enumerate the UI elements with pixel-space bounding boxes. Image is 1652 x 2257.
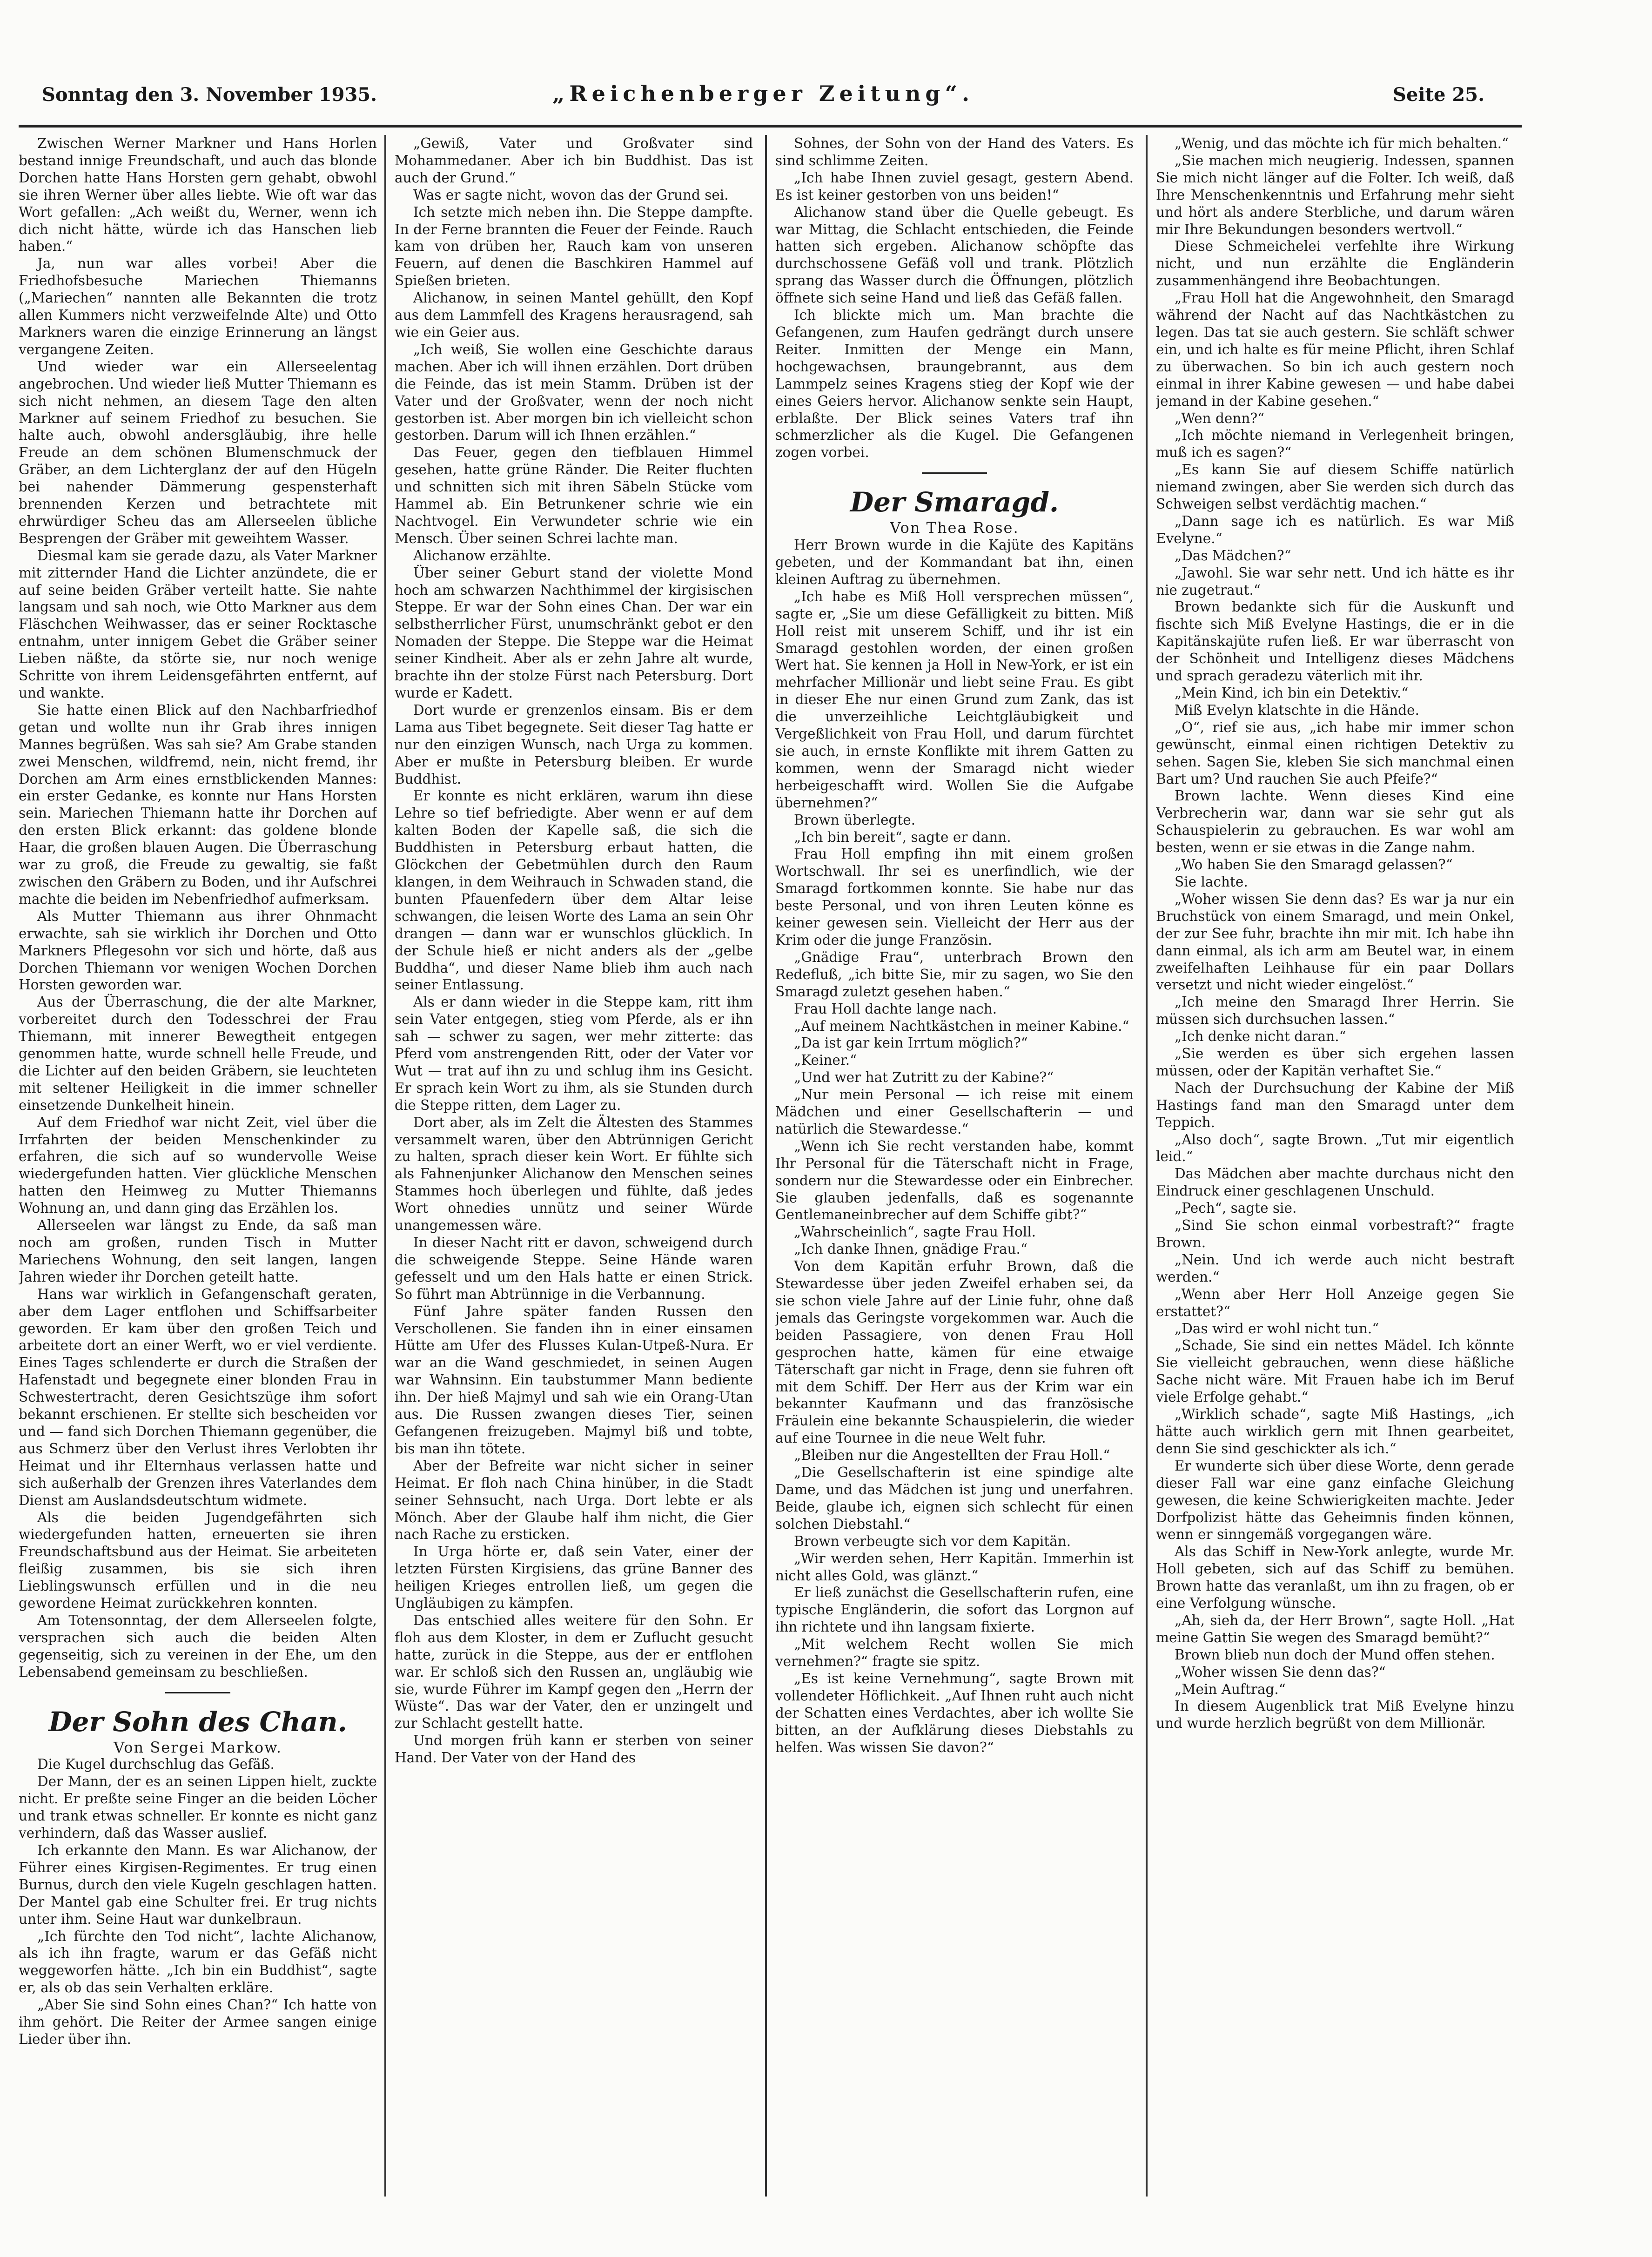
paragraph: Als die beiden Jugendgefährten sich wiedergefunden hatten, erneuerten sie ihren Freundschaftsbund aus der Heimat. Sie arbeiteten fleißig zusammen, bis sie sich ihren Lieblingswunsch erfüllen und in die neu gewordene Heimat zurückkehren konnten.: [19, 1509, 377, 1612]
paragraph: Und morgen früh kann er sterben von seiner Hand. Der Vater von der Hand des: [395, 1733, 753, 1766]
paragraph: Aus der Überraschung, die der alte Markner, vorbereitet durch den Todesschrei der Frau Thiemann, mit innerer Bewegtheit entgegen genommen hatte, wurde schnell helle Freude, und die Lichter auf den beiden Gräbern, sie leuchteten mit seltener Heiligkeit in die immer schneller einsetzende Dunkelheit hinein.: [19, 994, 377, 1113]
paragraph: „Woher wissen Sie denn das? Es war ja nur ein Bruchstück von einem Smaragd, und mein Onkel, der zur See fuhr, brachte ihn mir mit. Ich habe ihn dann einmal, als ich arm am Beutel war, in einem zweifelhaften Leihhause für ein paar Dollars versetzt und nicht wieder eingelöst.“: [1156, 891, 1514, 993]
paragraph: Dort aber, als im Zelt die Ältesten des Stammes versammelt waren, über den Abtrünnigen Gericht zu halten, sprach dieser kein Wort. Er fühlte sich als Fahnenjunker Alichanow den Menschen seines Stammes hoch überlegen und fühlte, daß jedes Wort ohnedies unnütz und seiner Würde unangemessen wäre.: [395, 1114, 753, 1234]
paragraph: „Aber Sie sind Sohn eines Chan?“ Ich hatte von ihm gehört. Die Reiter der Armee sangen einige Lieder über ihn.: [19, 1997, 377, 2047]
paragraph: „Mit welchem Recht wollen Sie mich vernehmen?“ fragte sie spitz.: [775, 1636, 1134, 1670]
paragraph: Der Mann, der es an seinen Lippen hielt, zuckte nicht. Er preßte seine Finger an die beiden Löcher und trank etwas schneller. Er konnte es nicht ganz verhindern, daß das Wasser auslief.: [19, 1773, 377, 1841]
paragraph: Frau Holl empfing ihn mit einem großen Wortschwall. Ihr sei es unerfindlich, wie der Smaragd fortkommen konnte. Sie habe nur das beste Personal, und von ihren Leuten könne es keiner gewesen sein. Vielleicht der Herr aus der Krim oder die junge Französin.: [775, 846, 1134, 948]
story-1-body: [19, 135, 377, 1681]
paragraph: „Woher wissen Sie denn das?“: [1175, 1664, 1386, 1680]
paragraph: „Wenn aber Herr Holl Anzeige gegen Sie erstattet?“: [1156, 1286, 1514, 1319]
paragraph: „Pech“, sagte sie.: [1175, 1200, 1297, 1216]
paragraph: „Schade, Sie sind ein nettes Mädel. Ich könnte Sie vielleicht gebrauchen, wenn diese häßliche Sache nicht wäre. Mit Frauen habe ich im Beruf viele Erfolge gehabt.“: [1156, 1337, 1514, 1405]
paragraph: Frau Holl dachte lange nach.: [794, 1001, 997, 1017]
paragraph: „Ich danke Ihnen, gnädige Frau.“: [794, 1241, 1028, 1257]
paragraph: Das entschied alles weitere für den Sohn. Er floh aus dem Kloster, in dem er Zuflucht gesucht hatte, zurück in die Steppe, aus der er entflohen war. Er schloß sich den Russen an, ungläubig wie sie, wurde Führer im Kampf gegen den „Herrn der Wüste“. Das war der Vater, den er unzingelt und zur Schlacht gestellt hatte.: [395, 1612, 753, 1732]
paragraph: „Wenig, und das möchte ich für mich behalten.“: [1175, 135, 1509, 151]
column-divider: [765, 135, 767, 2197]
paragraph: Herr Brown wurde in die Kajüte des Kapitäns gebeten, und der Kommandant bat ihn, einen kleinen Auftrag zu übernehmen.: [775, 537, 1134, 587]
paragraph: Aber der Befreite war nicht sicher in seiner Heimat. Er floh nach China hinüber, in die Stadt seiner Sehnsucht, nach Urga. Dort lebte er als Mönch. Aber der Glaube half ihm nicht, die Gier nach Rache zu ersticken.: [395, 1458, 753, 1543]
page-header: [42, 79, 1484, 121]
paragraph: Brown lachte. Wenn dieses Kind eine Verbrecherin war, dann war sie sehr gut als Schauspielerin zu gebrauchen. Es war wohl am besten, wenn er sie etwas in die Zange nahm.: [1156, 788, 1514, 856]
paragraph: Nach der Durchsuchung der Kabine der Miß Hastings fand man den Smaragd unter dem Teppich.: [1156, 1080, 1514, 1130]
paragraph: Diese Schmeichelei verfehlte ihre Wirkung nicht, und nun erzählte die Engländerin zusammenhängend ihre Beobachtungen.: [1156, 238, 1514, 289]
paragraph: Die Kugel durchschlug das Gefäß.: [37, 1756, 275, 1773]
paragraph: „Bleiben nur die Angestellten der Frau Holl.“: [794, 1447, 1110, 1464]
paragraph: Miß Evelyn klatschte in die Hände.: [1175, 702, 1419, 718]
paragraph: „Wahrscheinlich“, sagte Frau Holl.: [794, 1224, 1036, 1240]
paragraph: Von dem Kapitän erfuhr Brown, daß die Stewardesse über jeden Zweifel erhaben sei, da sie schon viele Jahre auf der Linie fuhr, ohne daß jemals das Geringste vorgekommen war. Auch die beiden Passagiere, von denen Frau Holl gesprochen hatte, kämen für eine etwaige Täterschaft gar nicht in Frage, denn sie fuhren oft mit dem Schiff. Der Herr aus der Krim war ein bekannter Kaufmann und das französische Fräulein eine bekannte Schauspielerin, die wieder auf eine Tournee in die neue Welt fuhr.: [775, 1258, 1134, 1446]
paragraph: In dieser Nacht ritt er davon, schweigend durch die schweigende Steppe. Seine Hände waren gefesselt und um den Hals hatte er einen Strick. So führt man Abtrünnige in die Verbannung.: [395, 1235, 753, 1302]
paragraph: Am Totensonntag, der dem Allerseelen folgte, versprachen sich auch die beiden Alten gegenseitig, sich zu vereinen in der Ehe, um den Lebensabend gemeinsam zu beschließen.: [19, 1612, 377, 1680]
paragraph: „Das Mädchen?“: [1175, 547, 1291, 564]
paragraph: Sie hatte einen Blick auf den Nachbarfriedhof getan und wollte nun ihr Grab ihres innigen Mannes begrüßen. Was sah sie? Am Grabe standen zwei Menschen, wildfremd, nein, nicht fremd, ihr Dorchen am Arm eines ernstblickenden Mannes: ein erster Gedanke, es konnte nur Hans Horsten sein. Mariechen Thiemann hatte ihr Dorchen auf den ersten Blick erkannt: das goldene blonde Haar, die großen blauen Augen. Die Überraschung war zu groß, die Freude zu gewaltig, sie faßt zwischen den Gräbern zu Boden, und ihr Aufschrei machte die beiden im Nebenfriedhof aufmerksam.: [19, 702, 377, 907]
newspaper-title: „Reichenberger Zeitung“.: [552, 81, 974, 106]
paragraph: Brown verbeugte sich vor dem Kapitän.: [794, 1533, 1071, 1549]
paragraph: „Sie machen mich neugierig. Indessen, spannen Sie mich nicht länger auf die Folter. Ich weiß, daß Ihre Menschenkenntnis und Erfahrung mehr sieht und hört als andere Sterbliche, und darum wären mir Ihre Bekundungen besonders wertvoll.“: [1156, 152, 1514, 237]
column-1: [19, 135, 377, 2192]
column-2: [395, 135, 753, 2192]
paragraph: Auf dem Friedhof war nicht Zeit, viel über die Irrfahrten der beiden Menschenkinder zu erfahren, die sich auf so wundervolle Weise wiedergefunden hatten. Vier glückliche Menschen hatten den Heimweg zu Mutter Thiemanns Wohnung an, und dann ging das Erzählen los.: [19, 1114, 377, 1216]
paragraph: „Wo haben Sie den Smaragd gelassen?“: [1175, 857, 1453, 873]
paragraph: Hans war wirklich in Gefangenschaft geraten, aber dem Lager entflohen und Schiffsarbeiter geworden. Er kam über den großen Teich und arbeitete dort an einer Werft, wo er viel verdiente. Eines Tages schlenderte er durch die Straßen der Hafenstadt und begegnete einer blonden Frau in Schwestertracht, deren Gesichtszüge ihm sofort bekannt erschienen. Er stellte sich bescheiden vor und — fand sich Dorchen Thiemann gegenüber, die aus Schmerz über den Verlust ihres Verlobten ihr Heimat und ihr Elternhaus verlassen hatte und sich außerhalb der Grenzen ihres Vaterlandes dem Dienst am Auslandsdeutschtum widmete.: [19, 1286, 377, 1508]
paragraph: „Ich habe es Miß Holl versprechen müssen“, sagte er, „Sie um diese Gefälligkeit zu bitten. Miß Holl reist mit unserem Schiff, und ihr ist ein Smaragd gestohlen worden, der einen großen Wert hat. Sie kennen ja Holl in New-York, er ist ein mehrfacher Millionär und liebt seine Frau. Es gibt in dieser Ehe nur einen Grund zum Zank, das ist die unverzeihliche Leichtgläubigkeit und Vergeßlichkeit von Frau Holl, und darum fürchtet sie auch, in ernste Konflikte mit ihrem Gatten zu kommen, wenn der Smaragd nicht wieder herbeigeschafft wird. Wollen Sie die Aufgabe übernehmen?“: [775, 588, 1134, 811]
paragraph: Brown überlegte.: [794, 812, 916, 828]
paragraph: Fünf Jahre später fanden Russen den Verschollenen. Sie fanden ihn in einer einsamen Hütte am Ufer des Flusses Kulan-Utpeß-Nura. Er war an die Wand geschmiedet, in seinen Augen war Wahnsinn. Ein taubstummer Mann bediente ihn. Der hieß Majmyl und sah wie ein Orang-Utan aus. Die Russen zwangen dieses Tier, seinen Gefangenen freizugeben. Majmyl biß und tobte, bis man ihn tötete.: [395, 1303, 753, 1457]
paragraph: Er ließ zunächst die Gesellschafterin rufen, eine typische Engländerin, die sofort das Lorgnon auf ihn richtete und ihn langsam fixierte.: [775, 1585, 1134, 1635]
paragraph: „Wen denn?“: [1175, 410, 1265, 426]
paragraph: „O“, rief sie aus, „ich habe mir immer schon gewünscht, einmal einen richtigen Detektiv zu sehen. Sagen Sie, kleben Sie sich manchmal einen Bart um? Und rauchen Sie auch Pfeife?“: [1156, 719, 1514, 787]
column-3: [775, 135, 1134, 2192]
paragraph: Allerseelen war längst zu Ende, da saß man noch am großen, runden Tisch in Mutter Mariechens Wohnung, den seit langen, langen Jahren wieder ihr Dorchen geteilt hatte.: [19, 1217, 377, 1285]
paragraph: Sohnes, der Sohn von der Hand des Vaters. Es sind schlimme Zeiten.: [775, 135, 1134, 168]
story-3-body: [775, 537, 1134, 1756]
paragraph: Ich blickte mich um. Man brachte die Gefangenen, zum Haufen gedrängt durch unsere Reiter. Inmitten der Menge ein Mann, hochgewachsen, braungebrannt, aus dem Lammpelz seines Kragens stieg der Kopf wie der eines Geiers hervor. Alichanow senkte sein Haupt, erblaßte. Der Blick seines Vaters traf ihn schmerzlicher als die Kugel. Die Gefangenen zogen vorbei.: [775, 307, 1134, 461]
paragraph: „Nein. Und ich werde auch nicht bestraft werden.“: [1156, 1251, 1514, 1285]
paragraph: Als das Schiff in New-York anlegte, wurde Mr. Holl gebeten, sich auf das Schiff zu bemühen. Brown hatte das veranlaßt, um ihn zu fragen, ob er eine Verfolgung wünsche.: [1156, 1544, 1514, 1612]
paragraph: Alichanow erzählte.: [413, 547, 551, 564]
paragraph: Ich erkannte den Mann. Es war Alichanow, der Führer eines Kirgisen-Regimentes. Er trug einen Burnus, durch den viele Kugeln geschlagen hatten. Der Mantel gab eine Schulter frei. Er trug nichts unter ihm. Seine Haut war dunkelbraun.: [19, 1842, 377, 1927]
paragraph: „Ich bin bereit“, sagte er dann.: [794, 829, 1011, 845]
paragraph: Über seiner Geburt stand der violette Mond hoch am schwarzen Nachthimmel der kirgisischen Steppe. Er war der Sohn eines Chan. Der war ein selbstherrlicher Fürst, unumschränkt gebot er den Nomaden der Steppe. Die Steppe war die Heimat seiner Kindheit. Aber als er zehn Jahre alt wurde, brachte ihn der stolze Fürst nach Petersburg. Dort wurde er Kadett.: [395, 564, 753, 701]
paragraph: Zwischen Werner Markner und Hans Horlen bestand innige Freundschaft, und auch das blonde Dorchen hatte Hans Horsten gern gehabt, obwohl sie ihren Werner über alles liebte. Wie oft war das Wort gefallen: „Ach weißt du, Werner, wenn ich dich nicht hätte, würde ich das Hanschen lieb haben.“: [19, 135, 377, 255]
paragraph: Alichanow stand über die Quelle gebeugt. Es war Mittag, die Schlacht entschieden, die Feinde hatten sich ergeben. Alichanow schöpfte das durchschossene Gefäß voll und trank. Plötzlich sprang das Wasser durch die Öffnungen, plötzlich öffnete sich seine Hand und ließ das Gefäß fallen.: [775, 204, 1134, 306]
paragraph: „Ich möchte niemand in Verlegenheit bringen, muß ich es sagen?“: [1156, 427, 1514, 461]
paragraph: In Urga hörte er, daß sein Vater, einer der letzten Fürsten Kirgisiens, das grüne Banner des heiligen Krieges entrollen ließ, um gegen die Ungläubigen zu kämpfen.: [395, 1544, 753, 1612]
story-3-byline: Von Thea Rose.: [890, 519, 1019, 537]
paragraph: „Wir werden sehen, Herr Kapitän. Immerhin ist nicht alles Gold, was glänzt.“: [775, 1550, 1134, 1584]
story-separator: [165, 1692, 230, 1693]
issue-date: Sonntag den 3. November 1935.: [42, 84, 377, 106]
paragraph: Diesmal kam sie gerade dazu, als Vater Markner mit zitternder Hand die Lichter anzündete, die er auf seine beiden Gräber verteilt hatte. Sie nahte langsam und sah noch, wie Otto Markner aus dem Fläschchen Weihwasser, das er seiner Rocktasche entnahm, unter innigem Gebet die Gräber seiner Lieben näßte, da störte sie, nur noch wenige Schritte von ihrem Leidensgefährten entfernt, auf und wankte.: [19, 547, 377, 701]
paragraph: Als er dann wieder in die Steppe kam, ritt ihm sein Vater entgegen, stieg vom Pferde, als er ihn sah — schwer zu sagen, wer mehr zitterte: das Pferd vom anstrengenden Ritt, oder der Vater vor Wut — trat auf ihn zu und schlug ihm ins Gesicht. Er sprach kein Wort zu ihm, als sie Stunden durch die Steppe ritten, dem Lager zu.: [395, 994, 753, 1113]
paragraph: Und wieder war ein Allerseelentag angebrochen. Und wieder ließ Mutter Thiemann es sich nicht nehmen, an diesem Tage den alten Markner auf seinem Friedhof zu besuchen. Sie halte auch, obwohl andersgläubig, ihre helle Freude an dem schönen Blumenschmuck der Gräber, an dem Lichterglanz der auf den Hügeln bei nahender Dämmerung gespensterhaft brennenden Kerzen und betrachtete mit ehrwürdiger Scheu das am Allerseelen übliche Besprengen der Gräber mit geweihtem Wasser.: [19, 358, 377, 546]
paragraph: „Das wird er wohl nicht tun.“: [1175, 1320, 1379, 1337]
paragraph: „Ich denke nicht daran.“: [1175, 1028, 1346, 1045]
paragraph: „Wenn ich Sie recht verstanden habe, kommt Ihr Personal für die Täterschaft nicht in Frage, sondern nur die Stewardesse oder ein Einbrecher. Sie glauben jedenfalls, daß es sogenannte Gentlemaneinbrecher auf dem Schiffe gibt?“: [775, 1138, 1134, 1223]
paragraph: „Ah, sieh da, der Herr Brown“, sagte Holl. „Hat meine Gattin Sie wegen des Smaragd bemüht?“: [1156, 1612, 1514, 1646]
story-3-body-cont: [1156, 135, 1514, 1732]
story-2-title: Der Sohn des Chan.: [48, 1706, 347, 1738]
paragraph: „Gnädige Frau“, unterbrach Brown den Redefluß, „ich bitte Sie, mir zu sagen, wo Sie den Smaragd zuletzt gesehen haben.“: [775, 949, 1134, 1000]
paragraph: „Da ist gar kein Irrtum möglich?“: [794, 1035, 1028, 1051]
story-2-body-cont: [395, 135, 753, 1767]
story-separator: [922, 472, 987, 474]
paragraph: Das Mädchen aber machte durchaus nicht den Eindruck einer geschlagenen Unschuld.: [1156, 1166, 1514, 1199]
paragraph: Brown bedankte sich für die Auskunft und fischte sich Miß Evelyne Hastings, die er in die Kapitänskajüte rufen ließ. Er war überrascht von der Schönheit und Intelligenz dieses Mädchens und sprach geradezu väterlich mit ihr.: [1156, 599, 1514, 684]
paragraph: „Also doch“, sagte Brown. „Tut mir eigentlich leid.“: [1156, 1131, 1514, 1165]
paragraph: „Jawohl. Sie war sehr nett. Und ich hätte es ihr nie zugetraut.“: [1156, 564, 1514, 598]
paragraph: „Es ist keine Vernehmung“, sagte Brown mit vollendeter Höflichkeit. „Auf Ihnen ruht auch nicht der Schatten eines Verdachtes, aber ich wollte Sie bitten, an der Aufklärung dieses Diebstahls zu helfen. Was wissen Sie davon?“: [775, 1670, 1134, 1755]
paragraph: „Ich fürchte den Tod nicht“, lachte Alichanow, als ich ihn fragte, warum er das Gefäß nicht weggeworfen hätte. „Ich bin ein Buddhist“, sagte er, als ob das sein Verhalten erkläre.: [19, 1928, 377, 1996]
paragraph: „Auf meinem Nachtkästchen in meiner Kabine.“: [794, 1018, 1129, 1034]
paragraph: Er wunderte sich über diese Worte, denn gerade dieser Fall war eine ganz einfache Gleichung gewesen, die keine Schwierigkeiten machte. Jeder Dorfpolizist hätte das Geheimnis finden können, wenn er sinngemäß vorgegangen wäre.: [1156, 1458, 1514, 1543]
paragraph: „Frau Holl hat die Angewohnheit, den Smaragd während der Nacht auf das Nachtkästchen zu legen. Das tat sie auch gestern. Sie schläft schwer ein, und ich halte es für meine Pflicht, ihren Schlaf zu überwachen. So bin ich auch gestern noch einmal in ihrer Kabine gewesen — und habe dabei jemand in der Kabine gesehen.“: [1156, 290, 1514, 409]
story-2-byline: Von Sergei Markow.: [114, 1738, 282, 1756]
paragraph: Sie lachte.: [1175, 873, 1248, 890]
paragraph: In diesem Augenblick trat Miß Evelyne hinzu und wurde herzlich begrüßt von dem Millionär.: [1156, 1698, 1514, 1732]
paragraph: „Nur mein Personal — ich reise mit einem Mädchen und einer Gesellschafterin — und natürlich die Stewardesse.“: [775, 1087, 1134, 1137]
paragraph: „Es kann Sie auf diesem Schiffe natürlich niemand zwingen, aber Sie werden sich durch das Schweigen selbst verdächtig machen.“: [1156, 462, 1514, 512]
paragraph: „Und wer hat Zutritt zu der Kabine?“: [794, 1069, 1054, 1086]
paragraph: Ich setzte mich neben ihn. Die Steppe dampfte. In der Ferne brannten die Feuer der Feinde. Rauch kam von drüben her, Rauch kam von unseren Feuern, auf denen die Baschkiren Hammel auf Spießen brieten.: [395, 204, 753, 289]
paragraph: „Wirklich schade“, sagte Miß Hastings, „ich hätte auch wirklich gern mit Ihnen gearbeitet, denn Sie sind geschickter als ich.“: [1156, 1406, 1514, 1457]
story-2-body: [19, 1756, 377, 2048]
paragraph: „Ich weiß, Sie wollen eine Geschichte daraus machen. Aber ich will ihnen erzählen. Dort drüben die Feinde, das ist mein Stamm. Drüben ist der Vater und der Großvater, wenn der noch nicht gestorben ist. Aber morgen bin ich vielleicht schon gestorben. Darum will ich Ihnen erzählen.“: [395, 341, 753, 443]
column-4: [1156, 135, 1514, 2192]
paragraph: „Mein Kind, ich bin ein Detektiv.“: [1175, 685, 1409, 701]
paragraph: Alichanow, in seinen Mantel gehüllt, den Kopf aus dem Lammfell des Kragens herausragend, sah wie ein Geier aus.: [395, 290, 753, 340]
paragraph: Das Feuer, gegen den tiefblauen Himmel gesehen, hatte grüne Ränder. Die Reiter fluchten und schnitten sich mit ihren Säbeln Stücke vom Hammel ab. Ein Betrunkener schrie wie ein Nachtvogel. Ein Verwundeter schrie wie ein Mensch. Über seinen Schrei lachte man.: [395, 444, 753, 546]
paragraph: „Sie werden es über sich ergehen lassen müssen, oder der Kapitän verhaftet Sie.“: [1156, 1046, 1514, 1079]
story-2-body-end: [775, 135, 1134, 461]
paragraph: „Gewiß, Vater und Großvater sind Mohammedaner. Aber ich bin Buddhist. Das ist auch der Grund.“: [395, 135, 753, 186]
header-rule: [19, 125, 1522, 128]
column-divider: [384, 135, 386, 2197]
paragraph: „Mein Auftrag.“: [1175, 1681, 1286, 1697]
page-number: Seite 25.: [1393, 84, 1484, 106]
paragraph: „Ich habe Ihnen zuviel gesagt, gestern Abend. Es ist keiner gestorben von uns beiden!“: [775, 169, 1134, 203]
paragraph: Er konnte es nicht erklären, warum ihn diese Lehre so tief befriedigte. Aber wenn er auf dem kalten Boden der Kapelle saß, die sich die Buddhisten in Petersburg erbaut hatten, die Glöckchen der Gebetmühlen durch den Raum klangen, in dem Weihrauch in Schwaden stand, die bunten Pfauenfedern über dem Altar leise schwangen, die leisen Worte des Lama an sein Ohr drangen — dann war er wunschlos glücklich. In der Schule hieß er nicht anders als der „gelbe Buddha“, und dieser Name blieb ihm auch nach seiner Entlassung.: [395, 788, 753, 993]
paragraph: Ja, nun war alles vorbei! Aber die Friedhofsbesuche Mariechen Thiemanns („Mariechen“ nannten alle Bekannten die trotz allen Kummers nicht verzweifelnde Alte) und Otto Markners waren die einzige Erinnerung an längst vergangene Zeiten.: [19, 255, 377, 357]
story-3-title: Der Smaragd.: [850, 486, 1059, 518]
paragraph: „Dann sage ich es natürlich. Es war Miß Evelyne.“: [1156, 513, 1514, 546]
paragraph: „Die Gesellschafterin ist eine spindige alte Dame, und das Mädchen ist jung und unerfahren. Beide, glaube ich, eignen sich schlecht für einen solchen Diebstahl.“: [775, 1464, 1134, 1532]
column-divider: [1146, 135, 1148, 2197]
paragraph: Dort wurde er grenzenlos einsam. Bis er dem Lama aus Tibet begegnete. Seit dieser Tag hatte er nur den einzigen Wunsch, nach Urga zu kommen. Aber er mußte in Petersburg bleiben. Er wurde Buddhist.: [395, 702, 753, 787]
paragraph: „Sind Sie schon einmal vorbestraft?“ fragte Brown.: [1156, 1217, 1514, 1250]
paragraph: „Ich meine den Smaragd Ihrer Herrin. Sie müssen sich durchsuchen lassen.“: [1156, 994, 1514, 1028]
paragraph: Brown blieb nun doch der Mund offen stehen.: [1175, 1646, 1495, 1663]
paragraph: Als Mutter Thiemann aus ihrer Ohnmacht erwachte, sah sie wirklich ihr Dorchen und Otto Markners Pflegesohn vor sich und hörte, daß aus Dorchen Thiemann vor wenigen Wochen Dorchen Horsten geworden war.: [19, 908, 377, 993]
paragraph: „Keiner.“: [794, 1052, 857, 1068]
paragraph: Was er sagte nicht, wovon das der Grund sei.: [413, 187, 729, 203]
